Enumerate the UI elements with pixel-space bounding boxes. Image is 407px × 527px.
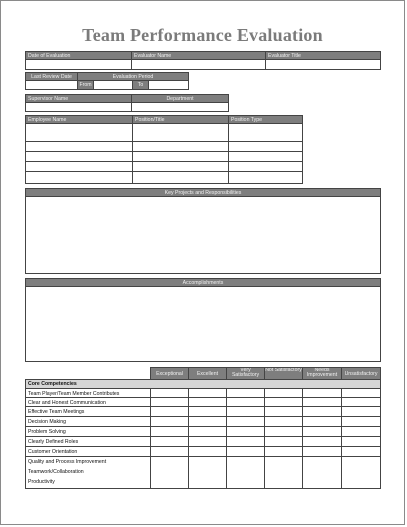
from-date-field[interactable] [93,80,133,90]
list-item: Clearly Defined Roles [25,436,151,447]
department-label: Department [131,94,229,103]
evaluator-title-label: Evaluator Title [265,51,381,60]
position-type-cell[interactable] [228,171,303,184]
supervisor-name-field[interactable] [25,102,132,112]
column-divider [264,388,265,489]
date-of-evaluation-field[interactable] [25,59,132,70]
position-type-header: Position Type [228,115,303,124]
to-date-field[interactable] [148,80,189,90]
ratings-rows [25,388,381,489]
list-item: Customer Orientation [25,446,151,457]
from-label: From [77,80,94,90]
rating-col-header: Exceptional [150,367,189,380]
position-type-cell[interactable] [228,123,303,142]
rating-col-header: Needs Improvement [302,367,342,380]
position-title-header: Position/Title [132,115,229,124]
key-projects-header: Key Projects and Responsibilities [25,188,381,197]
rating-cells[interactable] [150,456,381,489]
employee-name-cell[interactable] [25,171,133,184]
list-item: Problem Solving [25,426,151,437]
evaluator-name-label: Evaluator Name [131,51,266,60]
list-item: Clear and Honest Communication [25,397,151,407]
accomplishments-header: Accomplishments [25,278,381,287]
ratings-table [25,367,381,489]
evaluator-name-field[interactable] [131,59,266,70]
list-item: Decision Making [25,416,151,427]
date-of-evaluation-label: Date of Evaluation [25,51,132,60]
position-title-cell[interactable] [132,123,229,142]
rating-col-header: Excellent [188,367,227,380]
last-review-date-label: Last Review Date [25,72,78,81]
supervisor-name-label: Supervisor Name [25,94,132,103]
evaluator-title-field[interactable] [265,59,381,70]
last-review-date-field[interactable] [25,80,78,90]
rating-col-header: Very Satisfactory [226,367,265,380]
core-competencies-label: Core Competencies [28,381,77,387]
column-divider [341,388,342,489]
employee-name-cell[interactable] [25,123,133,142]
key-projects-textarea[interactable] [25,196,381,274]
column-divider [302,388,303,489]
list-item: Effective Team Meetings [25,406,151,417]
department-field[interactable] [131,102,229,112]
employee-name-header: Employee Name [25,115,133,124]
position-title-cell[interactable] [132,171,229,184]
evaluation-period-label: Evaluation Period [77,72,189,81]
employee-table-body [25,123,304,184]
rating-col-header: Not Satisfactory [264,367,303,380]
list-item: Quality and Process Improvement Teamwork/Collaboration Productivity [25,456,151,489]
column-divider [226,388,227,489]
rating-col-header: Unsatisfactory [341,367,381,380]
accomplishments-textarea[interactable] [25,286,381,362]
column-divider [188,388,189,489]
form-title: Team Performance Evaluation [82,25,323,45]
list-item: Team Player/Team Member Contributes [25,388,151,398]
to-label: To [132,80,149,90]
